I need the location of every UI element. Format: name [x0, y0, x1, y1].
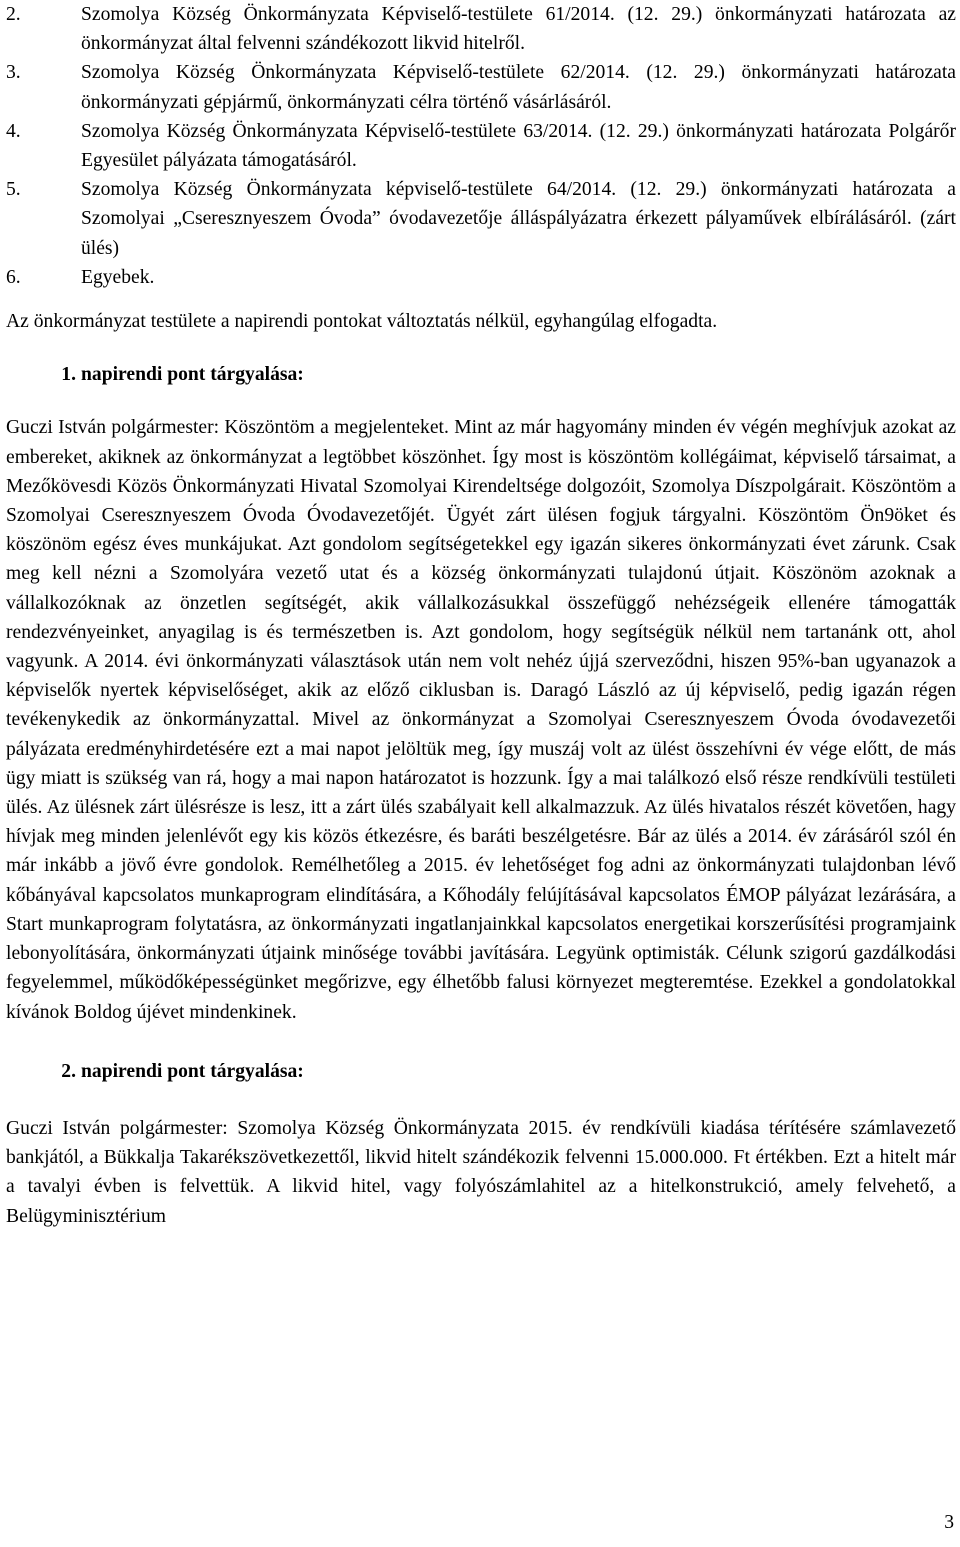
section-1-body: Guczi István polgármester: Köszöntöm a megjelenteket. Mint az már hagyomány minden év végén meghívjuk azokat az embereket, akiknek az önkormányzat a legtöbbet köszönhet. Így most is köszöntöm kollégáimat, képviselő társaimat, a Mezőkövesdi Közös Önkormányzati Hivatal Szomolyai Kirendeltsége dolgozóit, Szomolya Díszpolgárait. Köszöntöm a Szomolyai Cseresznyeszem Óvoda Óvodavezetőjét. Ügyét zárt ülésen fogjuk tárgyalni. Köszöntöm Ön9öket és köszönöm egész éves munkájukat. Azt gondolom segítségetekkel egy igazán sikeres önkormányzati évet zárunk. Csak meg kell nézni a Szomolyára vezető utat és a község önkormányzati tulajdonú útjait. Köszönöm azoknak a vállalkozóknak az önzetlen segítségét, akik vállalkozásukkal összefüggő nehézségeik ellenére támogatták rendezvényeinket, anyagilag is és természetben is. Azt gondolom, hogy segítségük nélkül nem tartanánk ott, ahol vagyunk. A 2014. évi önkormányzati választások után nem volt nehéz újjá szerveződni, hiszen 95%-ban ugyanazok a képviselők nyertek képviselőséget, akik az előző ciklusban is. Daragó László az új képviselő, pedig igazán régen tevékenykedik az önkormányzattal. Mivel az önkormányzat a Szomolyai Cseresznyeszem Óvoda óvodavezetői pályázata eredményhirdetésére ezt a mai napot jelöltük meg, így muszáj volt az ülést összehívni év vége előtt, de más ügy miatt is szükség van rá, hogy a mai napon határozatot is hozzunk. Így a mai találkozó első része rendkívüli testületi ülés. Az ülésnek zárt ülésrésze is lesz, itt a zárt ülés szabályait kell alkalmazzuk. Az ülés hivatalos részét követően, hagy hívjak meg minden jelenlévőt egy kis közös étkezésre, és baráti beszélgetésre. Bár az ülés a 2014. év zárásáról szól én már inkább a jövő évre gondolok. Remélhetőleg a 2015. év lehetőséget fog adni az önkormányzati tulajdonban lévő kőbányával kapcsolatos munkaprogram elindítására, a Kőhodály felújításával kapcsolatos ÉMOP pályázat lezárására, a Start munkaprogram folytatásra, az önkormányzati ingatlanjainkkal kapcsolatos energetikai korszerűsítési programjaink lebonyolítására, önkormányzati útjaink minősége további javítására. Legyünk optimisták. Célunk szigorú gazdálkodási fegyelemmel, működőképességünket megőrizve, egy élhetőbb falusi környezet megteremtése. Ezekkel a gondolatokkal kívánok Boldog újévet mindenkinek.	[6, 417, 956, 1023]
agenda-item-number: 4.	[6, 120, 21, 142]
agenda-item	[6, 0, 956, 58]
agenda-item-text: Egyebek.	[81, 266, 155, 288]
agenda-list	[6, 0, 956, 292]
section-2-body: Guczi István polgármester: Szomolya Község Önkormányzata 2015. év rendkívüli kiadása térítésére számlavezető bankjától, a Bükkalja Takarékszövetkezettől, likvid hitelt szándékozik felvenni 15.000.000. Ft értékben. Ezt a hitelt már a tavalyi évben is felvettük. A likvid hitel, vagy folyószámlahitel az a hitelkonstrukció, amely felvehető, a Belügyminisztérium	[6, 1117, 956, 1227]
agenda-item-text: Szomolya Község Önkormányzata Képviselő-testülete 63/2014. (12. 29.) önkormányzati határozata Polgárőr Egyesület pályázata támogatásáról.	[81, 120, 956, 172]
agenda-item-text: Szomolya Község Önkormányzata Képviselő-testülete 62/2014. (12. 29.) önkormányzati határozata önkormányzati gépjármű, önkormányzati célra történő vásárlásáról.	[81, 62, 956, 113]
agenda-item-number: 3.	[6, 62, 21, 84]
section-2-title: napirendi pont tárgyalása:	[81, 1060, 304, 1082]
section-1-title: napirendi pont tárgyalása:	[81, 364, 304, 386]
section-1-heading	[6, 360, 956, 389]
agenda-item	[6, 175, 956, 263]
agenda-item	[6, 117, 956, 175]
agenda-item-number: 6.	[6, 266, 21, 288]
document-page	[6, 0, 956, 1231]
agenda-item-text: Szomolya Község Önkormányzata Képviselő-testülete 61/2014. (12. 29.) önkormányzati határozata az önkormányzat által felvenni szándékozott likvid hitelről.	[81, 4, 956, 55]
page-number: 3	[944, 1512, 954, 1533]
agenda-item	[6, 58, 956, 116]
agenda-item-number: 5.	[6, 179, 21, 201]
section-2-number: 2.	[61, 1060, 76, 1082]
agenda-item-text: Szomolya Község Önkormányzata képviselő-testülete 64/2014. (12. 29.) önkormányzati határozata a Szomolyai „Cseresznyeszem Óvoda” óvodavezetője álláspályázatra érkezett pályaművek elbírálásáról. (zárt ülés)	[81, 179, 956, 259]
agenda-item-number: 2.	[6, 4, 21, 25]
section-2-heading	[6, 1057, 956, 1086]
agenda-acceptance-summary: Az önkormányzat testülete a napirendi pontokat változtatás nélkül, egyhangúlag elfogadta.	[6, 311, 718, 333]
agenda-item	[6, 263, 956, 292]
section-1-number: 1.	[61, 364, 76, 386]
